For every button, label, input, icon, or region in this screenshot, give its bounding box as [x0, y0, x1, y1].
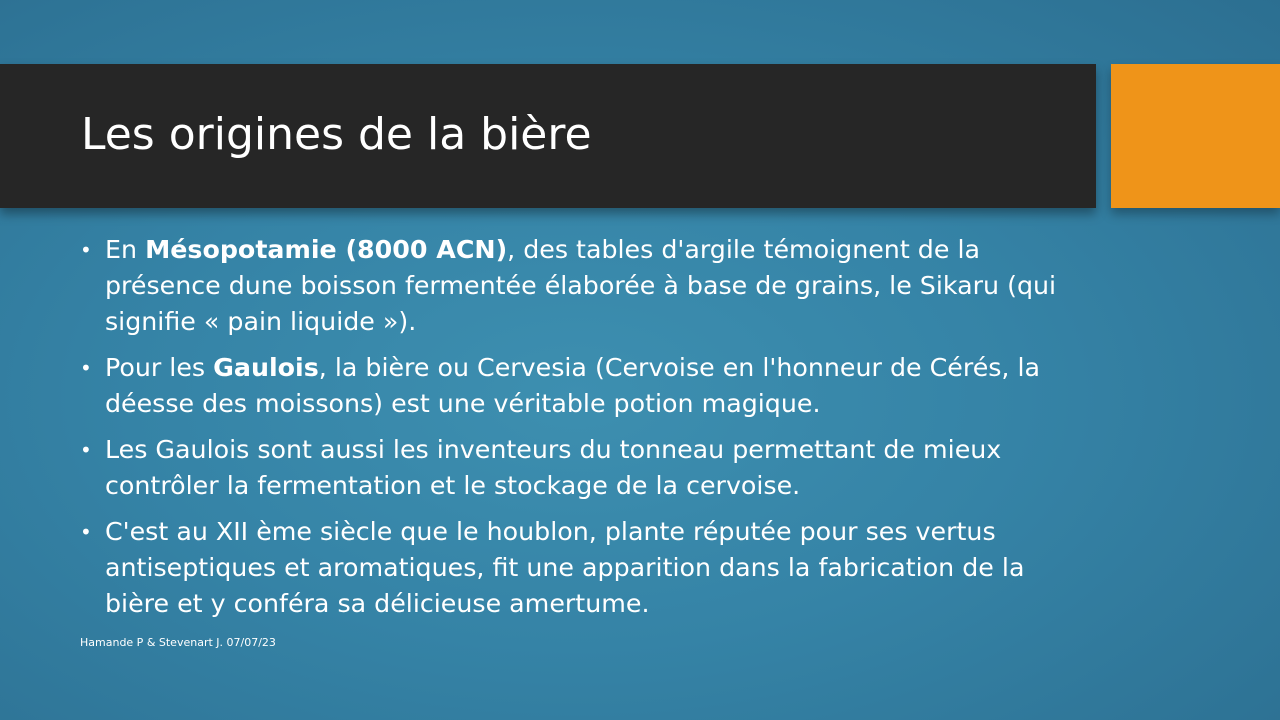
- bullet-bold-text: Gaulois: [213, 353, 319, 382]
- bullet-item: [80, 232, 1070, 340]
- bullet-text: Les Gaulois sont aussi les inventeurs du tonneau permettant de mieux contrôler la fermentation et le stockage de la cervoise.: [105, 435, 1002, 500]
- bullet-icon: •: [80, 438, 92, 462]
- bullet-bold-text: Mésopotamie (8000 ACN): [145, 235, 508, 264]
- footer-text: Hamande P & Stevenart J. 07/07/23: [80, 636, 276, 649]
- accent-block: [1111, 64, 1280, 208]
- bullet-text: Pour les: [105, 353, 214, 382]
- bullet-text: C'est au XII ème siècle que le houblon, plante réputée pour ses vertus antiseptiques et aromatiques, fit une apparition dans la fabrication de la bière et y conféra sa délicieuse amertume.: [105, 517, 1025, 618]
- bullet-icon: •: [80, 520, 92, 544]
- bullet-list: [80, 232, 1070, 632]
- bullet-icon: •: [80, 356, 92, 380]
- bullet-icon: •: [80, 238, 92, 262]
- bullet-item: [80, 350, 1070, 422]
- bullet-text: , la bière ou Cervesia (Cervoise en l'honneur de Cérés, la déesse des moissons) est une véritable potion magique.: [105, 353, 1041, 418]
- bullet-item: [80, 432, 1070, 504]
- slide-title: Les origines de la bière: [81, 109, 592, 160]
- bullet-text: En: [105, 235, 146, 264]
- bullet-text: , des tables d'argile témoignent de la présence dune boisson fermentée élaborée à base de grains, le Sikaru (qui signifie « pain liquide »).: [105, 235, 1057, 336]
- bullet-item: [80, 514, 1070, 622]
